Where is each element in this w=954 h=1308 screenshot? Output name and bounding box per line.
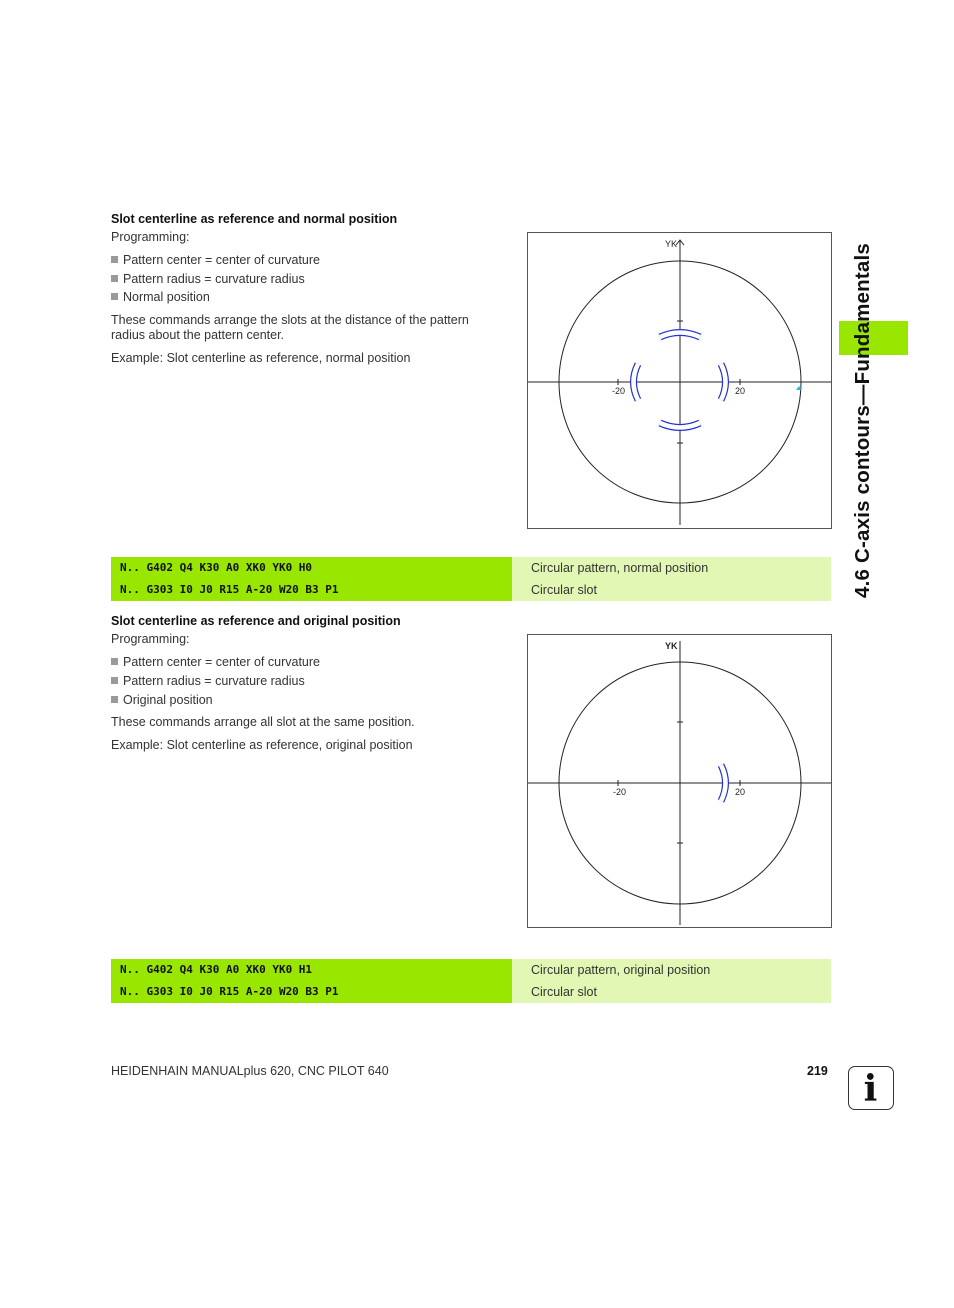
section2-paragraph: These commands arrange all slot at the same position.	[111, 715, 415, 729]
table2-row1-desc: Circular pattern, original position	[512, 959, 831, 981]
pattern-plot-original	[528, 635, 831, 927]
bullet-text: Normal position	[123, 290, 210, 304]
bullet-square-icon	[111, 677, 118, 684]
table1-row2-desc: Circular slot	[512, 579, 831, 601]
table1-row1-desc: Circular pattern, normal position	[512, 557, 831, 579]
bullet-text: Pattern center = center of curvature	[123, 253, 320, 267]
table1-row1-code: N.. G402 Q4 K30 A0 XK0 YK0 H0	[111, 557, 512, 579]
bullet-text: Pattern center = center of curvature	[123, 655, 320, 669]
section2-bullet-3	[111, 693, 213, 707]
bullet-text: Pattern radius = curvature radius	[123, 674, 305, 688]
tick-label-neg: -20	[612, 386, 626, 396]
table2-row2-code: N.. G303 I0 J0 R15 A-20 W20 B3 P1	[111, 981, 512, 1003]
section1-bullet-2	[111, 272, 305, 286]
bullet-square-icon	[111, 696, 118, 703]
info-glyph: i	[863, 1068, 878, 1108]
section1-bullet-1	[111, 253, 320, 267]
tick-label-pos: 20	[735, 386, 746, 396]
info-icon	[848, 1066, 894, 1110]
section1-bullet-3	[111, 290, 210, 304]
figure-original-position	[527, 634, 832, 928]
footer-manual-title: HEIDENHAIN MANUALplus 620, CNC PILOT 640	[111, 1064, 389, 1078]
figure-normal-position	[527, 232, 832, 529]
section2-bullet-2	[111, 674, 305, 688]
section1-programming-label: Programming:	[111, 230, 190, 244]
bullet-square-icon	[111, 275, 118, 282]
section1-heading: Slot centerline as reference and normal position	[111, 212, 398, 226]
bullet-text: Pattern radius = curvature radius	[123, 272, 305, 286]
bullet-square-icon	[111, 293, 118, 300]
y-axis-label: YK	[665, 239, 678, 249]
section2-heading: Slot centerline as reference and original position	[111, 614, 401, 628]
table1-row2-code: N.. G303 I0 J0 R15 A-20 W20 B3 P1	[111, 579, 512, 601]
section2-bullet-1	[111, 655, 320, 669]
section1-paragraph-line2: radius about the pattern center.	[111, 328, 285, 342]
section1-paragraph-line1: These commands arrange the slots at the distance of the pattern	[111, 313, 469, 327]
pattern-plot-normal	[528, 233, 831, 528]
y-axis-label: YK	[665, 641, 678, 651]
chapter-title: 4.6 C-axis contours—Fundamentals	[851, 243, 874, 598]
bullet-square-icon	[111, 658, 118, 665]
bullet-square-icon	[111, 256, 118, 263]
page-number: 219	[807, 1064, 828, 1078]
section2-example: Example: Slot centerline as reference, original position	[111, 738, 413, 752]
section2-programming-label: Programming:	[111, 632, 190, 646]
section1-example: Example: Slot centerline as reference, normal position	[111, 351, 411, 365]
bullet-text: Original position	[123, 693, 213, 707]
table2-row2-desc: Circular slot	[512, 981, 831, 1003]
tick-label-pos: 20	[735, 787, 746, 797]
table2-row1-code: N.. G402 Q4 K30 A0 XK0 YK0 H1	[111, 959, 512, 981]
info-glyph-icon	[849, 1067, 892, 1108]
tick-label-neg: -20	[613, 787, 627, 797]
